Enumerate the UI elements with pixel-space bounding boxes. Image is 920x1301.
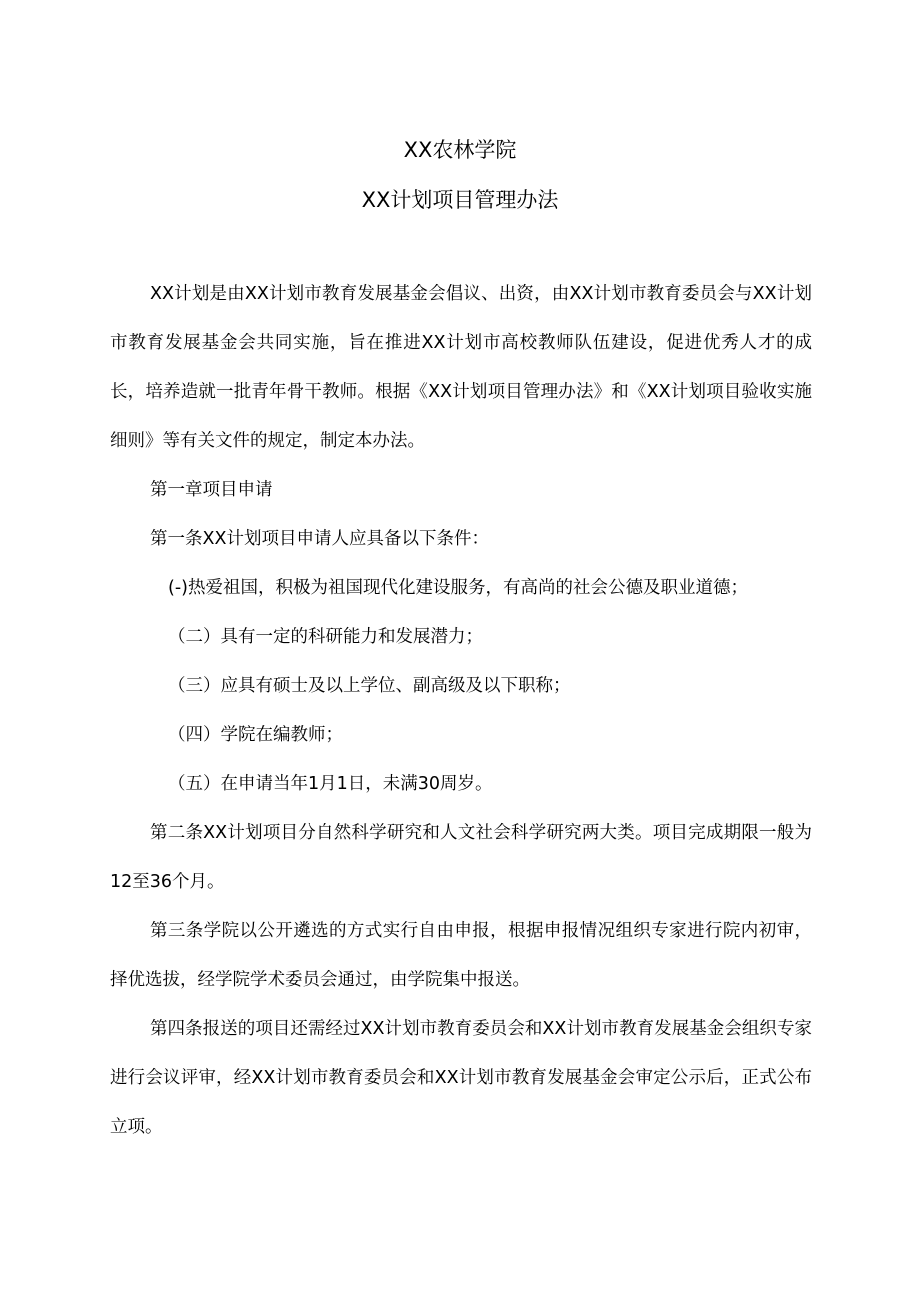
article-1: 第一条XX计划项目申请人应具备以下条件：	[150, 529, 489, 549]
condition-2: （二）具有一定的科研能力和发展潜力；	[168, 627, 483, 647]
document-body	[110, 270, 812, 1152]
condition-5: （五）在申请当年1月1日，未满30周岁。	[168, 774, 493, 794]
article-4: 第四条报送的项目还需经过XX计划市教育委员会和XX计划市教育发展基金会组织专家进行会议评审，经XX计划市教育委员会和XX计划市教育发展基金会审定公示后，正式公布立项。	[110, 1019, 812, 1137]
condition-4: （四）学院在编教师；	[168, 725, 343, 745]
article-3: 第三条学院以公开遴选的方式实行自由申报，根据申报情况组织专家进行院内初审，择优选拔，经学院学术委员会通过，由学院集中报送。	[110, 921, 812, 990]
document-institution-title: XX农林学院	[403, 138, 517, 162]
condition-3: （三）应具有硕士及以上学位、副高级及以下职称；	[168, 676, 571, 696]
document-title: XX计划项目管理办法	[361, 188, 559, 212]
article-2: 第二条XX计划项目分自然科学研究和人文社会科学研究两大类。项目完成期限一般为12至36个月。	[110, 823, 812, 892]
intro-paragraph: XX计划是由XX计划市教育发展基金会倡议、出资，由XX计划市教育委员会与XX计划市教育发展基金会共同实施，旨在推进XX计划市高校教师队伍建设，促进优秀人才的成长，培养造就一批青年骨干教师。根据《XX计划项目管理办法》和《XX计划项目验收实施细则》等有关文件的规定，制定本办法。	[110, 284, 812, 451]
chapter-heading: 第一章项目申请	[150, 480, 273, 500]
condition-1: (-)热爱祖国，积极为祖国现代化建设服务，有高尚的社会公德及职业道德；	[168, 578, 748, 598]
